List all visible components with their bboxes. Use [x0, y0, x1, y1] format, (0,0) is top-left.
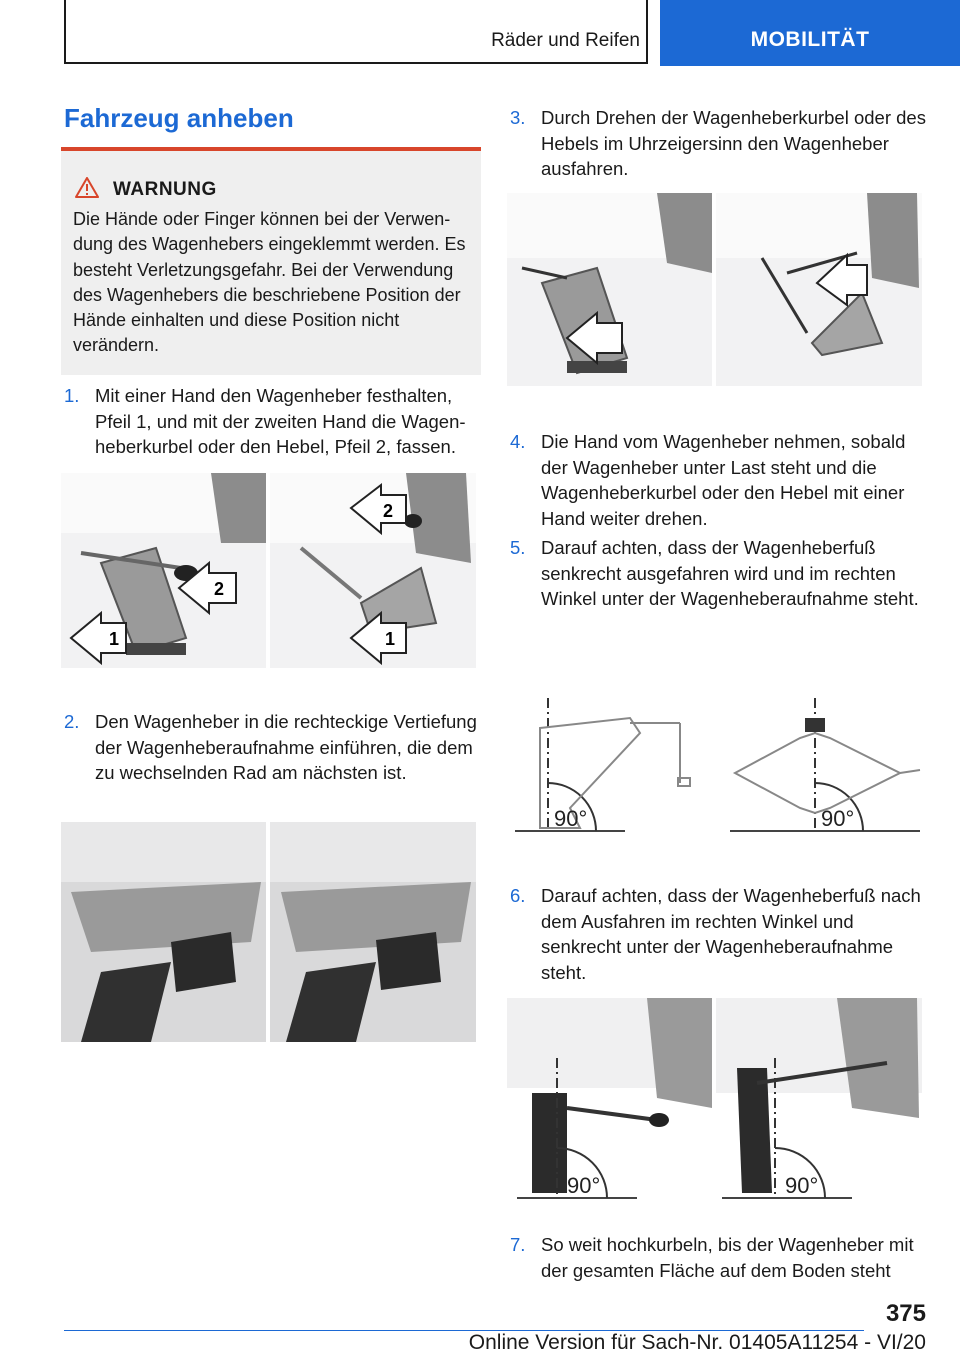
step-2 — [64, 709, 480, 786]
figure-jack-recess — [61, 822, 476, 1042]
step-7 — [510, 1232, 930, 1283]
step-text: Die Hand vom Wagenheber nehmen, sobald der Wagenheber unter Last steht und die Wagenheberkurbel oder den Hebel mit einer Hand weiter drehen. — [541, 431, 906, 529]
arrow-label-1: 1 — [385, 629, 396, 649]
step-4 — [510, 429, 930, 531]
step-3 — [510, 105, 930, 182]
arrow-label-2: 2 — [214, 579, 225, 599]
step-text: Durch Drehen der Wagenheberkurbel oder des Hebels im Uhrzeigersinn den Wagenheber ausfahren. — [541, 107, 926, 179]
step-text: Darauf achten, dass der Wagenheberfuß senkrecht ausgefahren wird und im rechten Winkel unter der Wagenheberaufnahme steht. — [541, 537, 919, 609]
page-title: Fahrzeug anheben — [64, 103, 294, 133]
warning-triangle-icon — [75, 177, 99, 203]
step-text: Mit einer Hand den Wagenheber festhalten, Pfeil 1, und mit der zweiten Hand die Wagenheberkurbel oder den Hebel, Pfeil 2, fassen. — [95, 385, 466, 457]
warning-heading: WARNUNG — [113, 179, 217, 200]
step-text: Den Wagenheber in die rechteckige Vertiefung der Wagenheberaufnahme einführen, die dem zu wechselnden Rad am nächsten ist. — [95, 711, 477, 783]
arrow-label-1: 1 — [109, 629, 120, 649]
step-number: 4. — [510, 431, 526, 452]
step-number: 6. — [510, 885, 526, 906]
header-chapter-tab[interactable]: MOBILITÄT — [660, 0, 960, 66]
figure-jack-grip — [61, 473, 476, 668]
step-6 — [510, 883, 930, 985]
angle-label: 90° — [821, 806, 855, 831]
angle-label: 90° — [567, 1173, 601, 1198]
header-section-title: Räder und Reifen — [491, 30, 640, 51]
step-number: 7. — [510, 1234, 526, 1255]
warning-box — [61, 147, 481, 375]
angle-label: 90° — [554, 806, 588, 831]
footer-version-text: Online Version für Sach-Nr. 01405A11254 - VI/20 — [468, 1331, 926, 1354]
page-number: 375 — [885, 1300, 926, 1327]
warning-header — [75, 177, 217, 203]
step-number: 1. — [64, 385, 80, 406]
figure-jack-angle-drawing — [510, 688, 925, 838]
step-number: 2. — [64, 711, 80, 732]
step-5 — [510, 535, 930, 612]
step-text: So weit hochkurbeln, bis der Wagenheber mit der gesamten Fläche auf dem Boden steht — [541, 1234, 914, 1281]
figure-jack-crank — [507, 193, 922, 386]
step-number: 5. — [510, 537, 526, 558]
step-number: 3. — [510, 107, 526, 128]
figure-jack-vertical — [507, 998, 922, 1205]
angle-label: 90° — [785, 1173, 819, 1198]
arrow-label-2: 2 — [383, 501, 394, 521]
step-1 — [64, 383, 480, 460]
warning-text: Die Hände oder Finger können bei der Verwendung des Wagenhebers eingeklemmt werden. Es besteht Verletzungsgefahr. Bei der Verwendung des Wagenhebers die beschriebene Position der Hände einhalten und diese Position nicht verändern. — [73, 209, 466, 356]
step-text: Darauf achten, dass der Wagenheberfuß nach dem Ausfahren im rechten Winkel und senkrecht unter der Wagenheberaufnahme steht. — [541, 885, 921, 983]
